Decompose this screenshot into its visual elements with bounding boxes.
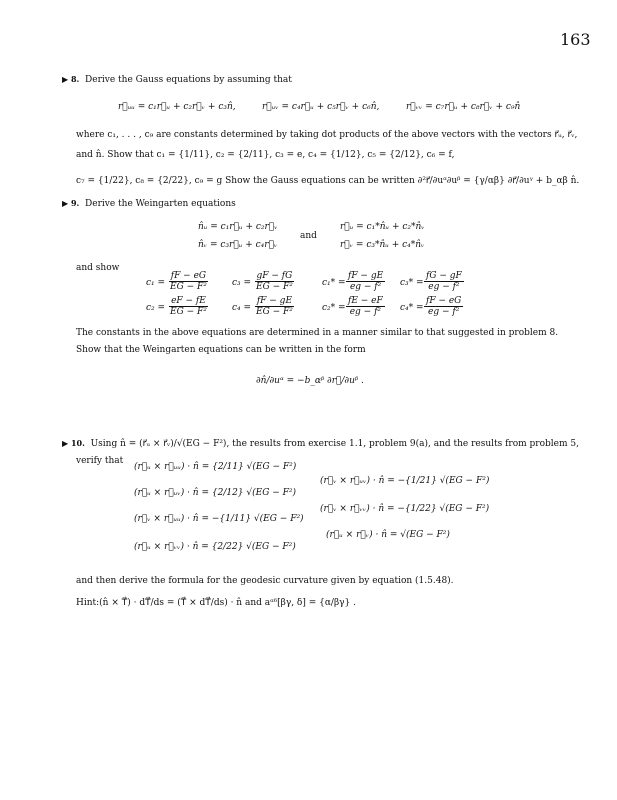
c2-label: c₂ = [146,303,166,313]
c2-fraction: $\frac{eF - fE}{\text{EG − F²}}$ [170,296,207,317]
problem-9-text-1: The constants in the above equations are determined in a manner similar to that suggested in problem 8. [76,328,559,338]
weingarten-and: and [300,231,317,241]
problem-8-text-1: where c₁, . . . , c₉ are constants determined by taking dot products of the above vectors with the vectors r⃗ᵤ, r⃗ᵥ, [76,130,578,140]
weingarten-final-form: ∂n̂/∂uᵅ = −b_αᵝ ∂r⃗/∂uᵝ . [256,376,364,386]
problem-8-text-2: and n̂. Show that c₁ = {1/11}, c₂ = {2/11}, c₃ = e, c₄ = {1/12}, c₅ = {2/12}, c₆ = f, [76,150,455,160]
c2-star-label: c₂* = [322,303,346,313]
weingarten-right-1: r⃗ᵤ = c₁*n̂ᵤ + c₂*n̂ᵥ [340,222,425,232]
gauss-eq-uv: r⃗ᵤᵥ = c₄r⃗ᵤ + c₅r⃗ᵥ + c₆n̂, [262,102,380,112]
c3-label: c₃ = [232,278,252,288]
c1-fraction: $\frac{fF - eG}{\text{EG − F²}}$ [170,271,207,292]
c3-fraction: $\frac{gF - fG}{\text{EG − F²}}$ [256,271,293,292]
weingarten-right-2: r⃗ᵥ = c₃*n̂ᵤ + c₄*n̂ᵥ [340,240,425,250]
weingarten-left-1: n̂ᵤ = c₁r⃗ᵤ + c₂r⃗ᵥ [198,222,278,232]
problem-9-heading: ▶ 9. Derive the Weingarten equations [62,198,236,209]
c3-star-fraction: $\frac{fG - gF}{\text{eg − f²}}$ [426,271,462,292]
problem-9-text-2: Show that the Weingarten equations can be written in the form [76,345,366,355]
weingarten-left-2: n̂ᵥ = c₃r⃗ᵤ + c₄r⃗ᵥ [198,240,278,250]
gauss-eq-vv: r⃗ᵥᵥ = c₇r⃗ᵤ + c₈r⃗ᵥ + c₉n̂ [406,102,521,112]
identity-left-1: (r⃗ᵤ × r⃗ᵤᵤ) · n̂ = {2/11} √(EG − F²) [134,462,297,472]
c3-star-label: c₃* = [400,278,424,288]
identity-left-3: (r⃗ᵥ × r⃗ᵤᵤ) · n̂ = −{1/11} √(EG − F²) [134,514,304,524]
and-show-label: and show [76,263,120,273]
page-number: 163 [560,30,591,49]
c4-star-label: c₄* = [400,303,424,313]
c1-star-fraction: $\frac{fF - gE}{\text{eg − f²}}$ [348,271,384,292]
identity-right-3: (r⃗ᵤ × r⃗ᵥ) · n̂ = √(EG − F²) [326,530,450,540]
problem-8-heading: ▶ 8. Derive the Gauss equations by assuming that [62,74,292,85]
c4-star-fraction: $\frac{fF - eG}{\text{eg − f²}}$ [426,296,462,317]
identity-left-4: (r⃗ᵤ × r⃗ᵥᵥ) · n̂ = {2/22} √(EG − F²) [134,542,296,552]
problem-8-text-3: c₇ = {1/22}, c₈ = {2/22}, c₉ = g Show the Gauss equations can be written ∂²r⃗/∂uᵅ∂uᵝ = {γ/αβ} ∂r⃗/∂uᵞ + b_αβ n̂. [76,176,580,186]
identity-right-1: (r⃗ᵥ × r⃗ᵤᵥ) · n̂ = −{1/21} √(EG − F²) [320,476,490,486]
c4-label: c₄ = [232,303,252,313]
c1-label: c₁ = [146,278,166,288]
identity-left-2: (r⃗ᵤ × r⃗ᵤᵥ) · n̂ = {2/12} √(EG − F²) [134,488,297,498]
problem-10-heading: ▶ 10. Using n̂ = (r⃗ᵤ × r⃗ᵥ)/√(EG − F²), the results from exercise 1.1, problem 9(a), and the results from problem 5, [62,438,579,449]
problem-10-text-1: and then derive the formula for the geodesic curvature given by equation (1.5.48). [76,576,454,586]
c4-fraction: $\frac{fF - gE}{\text{EG − F²}}$ [256,296,293,317]
gauss-eq-uu: r⃗ᵤᵤ = c₁r⃗ᵤ + c₂r⃗ᵥ + c₃n̂, [118,102,236,112]
verify-that-label: verify that [76,456,124,466]
c1-star-label: c₁* = [322,278,346,288]
c2-star-fraction: $\frac{fE - eF}{\text{eg − f²}}$ [348,296,383,317]
problem-10-hint: Hint:(n̂ × T⃗) · dT⃗/ds = (T⃗ × dT⃗/ds) · n̂ and aᵅᵟ[βγ, δ] = {α/βγ} . [76,598,356,608]
identity-right-2: (r⃗ᵥ × r⃗ᵥᵥ) · n̂ = −{1/22} √(EG − F²) [320,504,490,514]
